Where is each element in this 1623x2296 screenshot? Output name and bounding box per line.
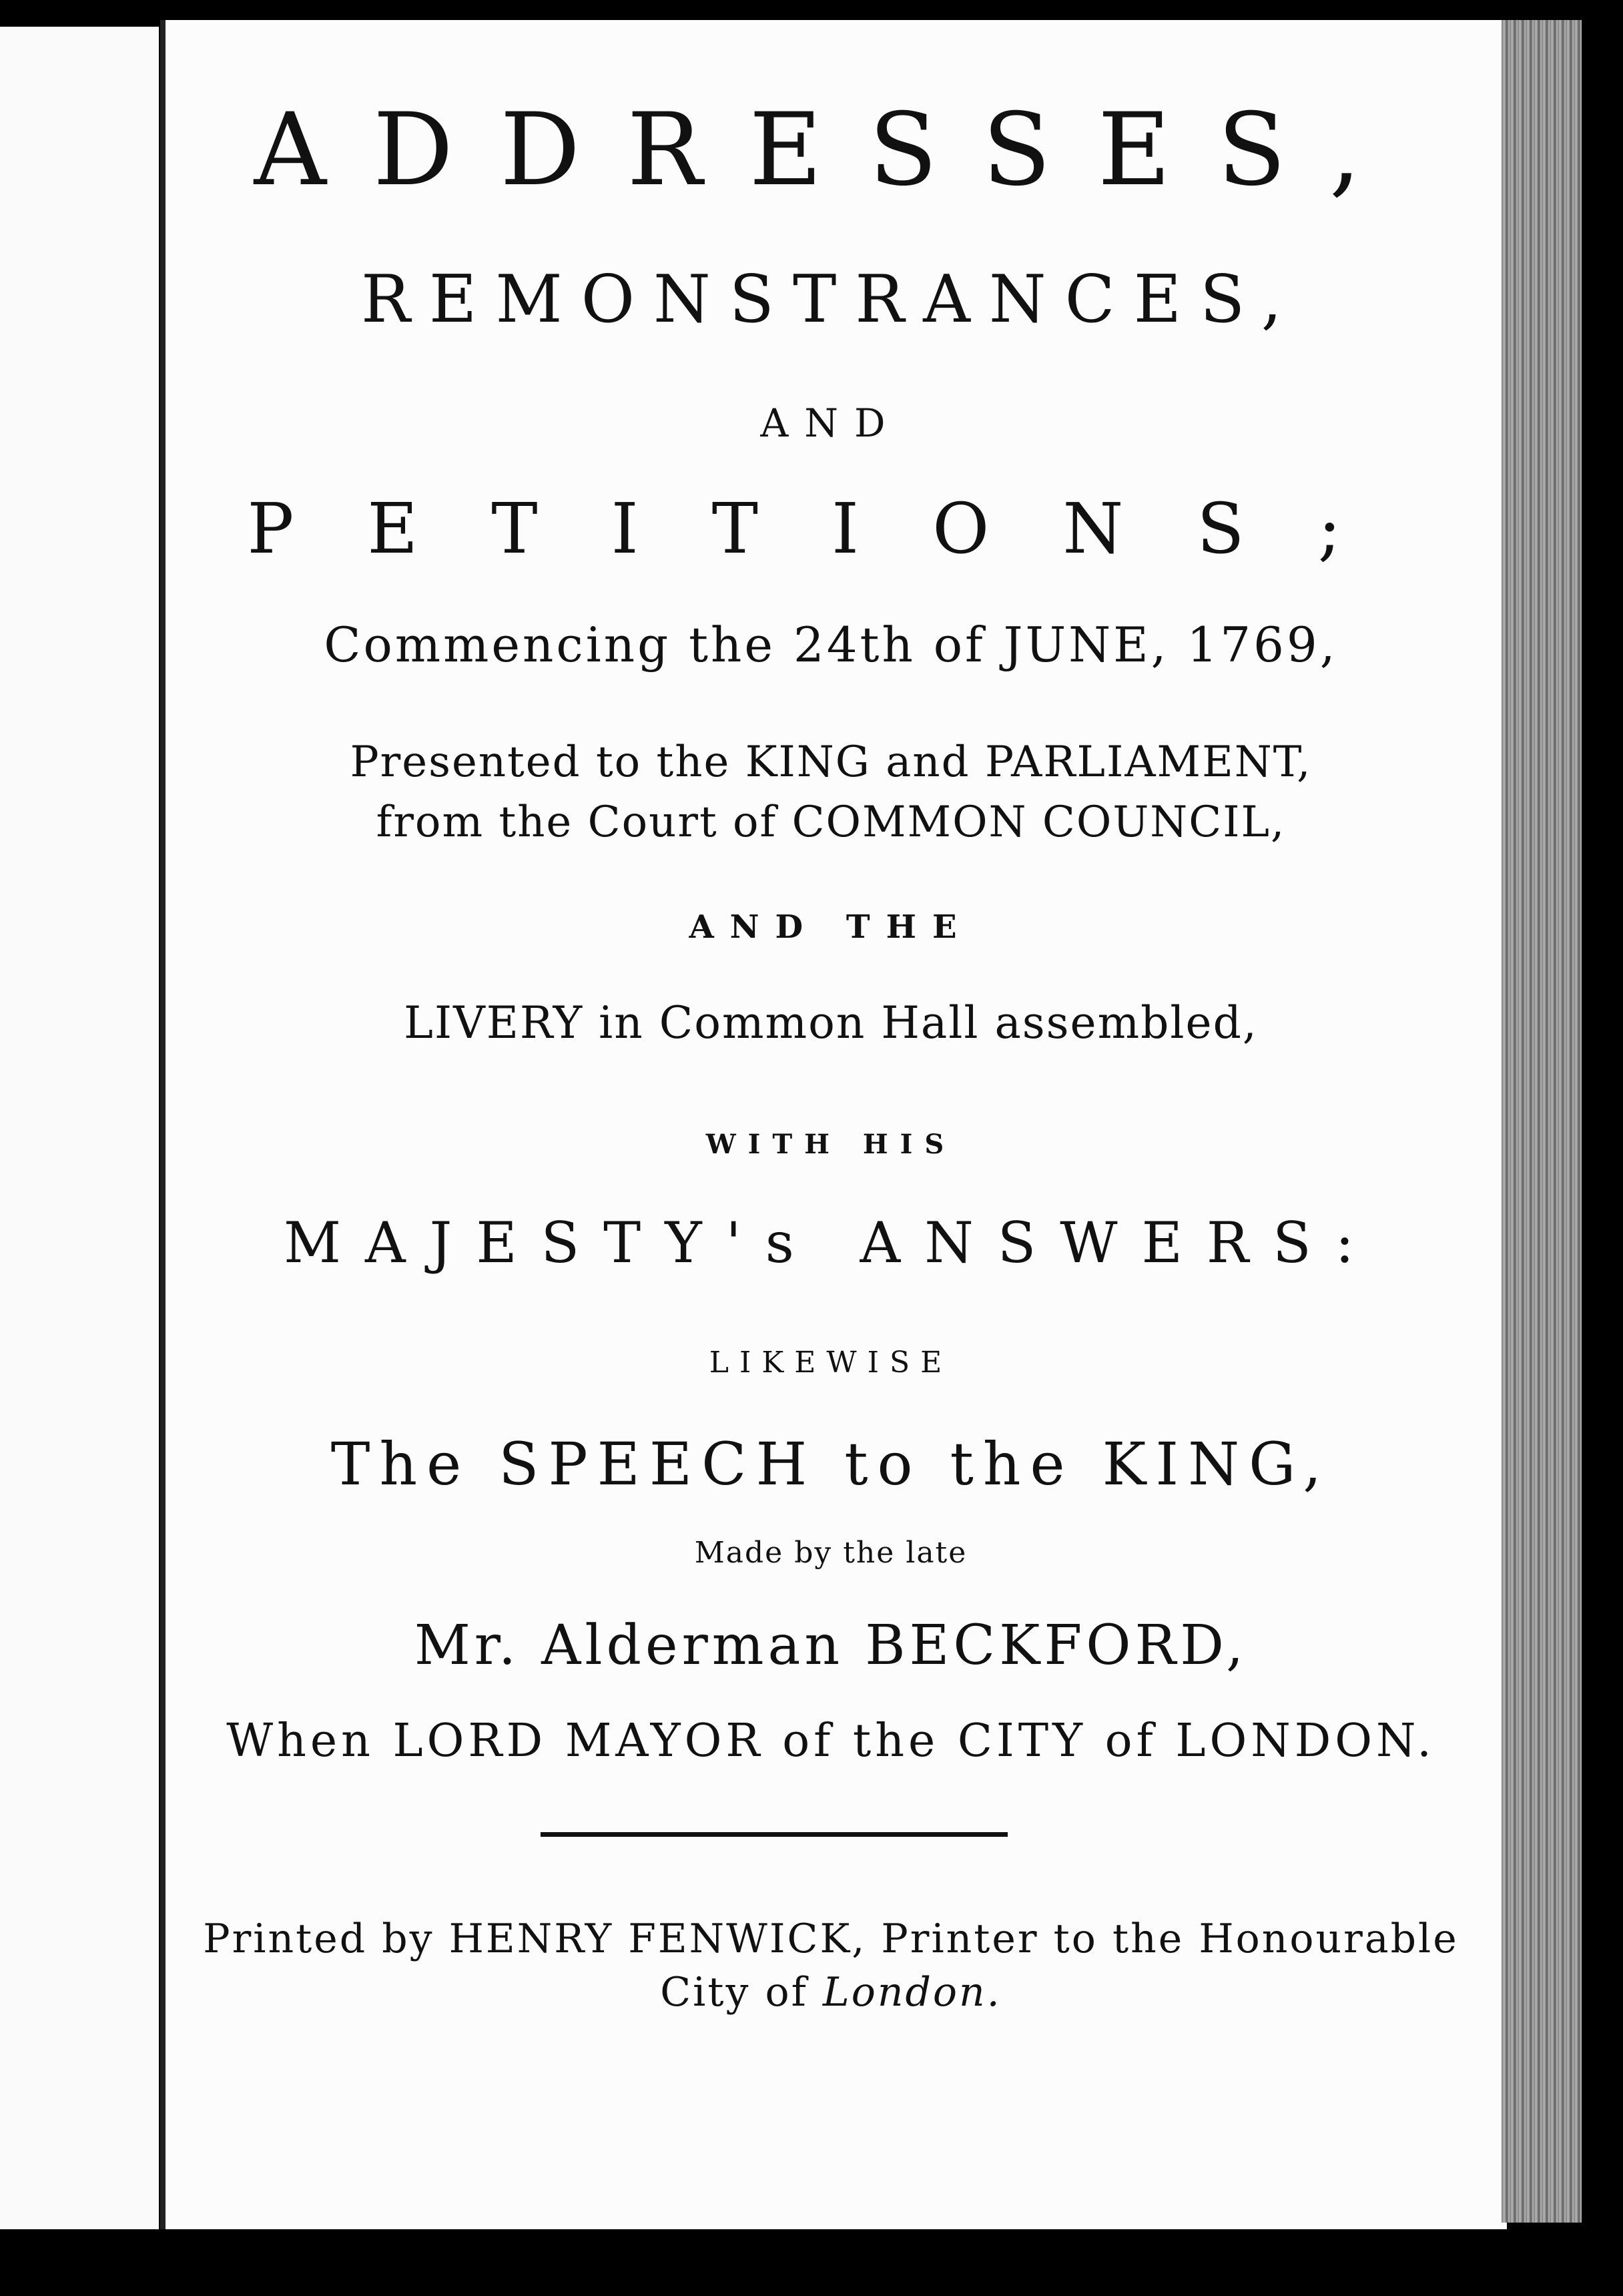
subtitle-commencing: Commencing the 24th of JUNE, 1769, bbox=[324, 617, 1338, 673]
subtitle-and-the: AND THE bbox=[689, 908, 973, 946]
subtitle-from-court: from the Court of COMMON COUNCIL, bbox=[376, 798, 1286, 847]
title-remonstrances: REMONSTRANCES, bbox=[361, 262, 1301, 338]
imprint-city-place: London. bbox=[822, 1969, 1002, 2016]
imprint-city-prefix: City of bbox=[660, 1969, 808, 2016]
subtitle-livery: LIVERY in Common Hall assembled, bbox=[404, 997, 1258, 1049]
book-page-edges bbox=[1502, 20, 1582, 2223]
subtitle-majesty-answers: MAJESTY's ANSWERS: bbox=[283, 1210, 1379, 1275]
title-page bbox=[160, 20, 1507, 2229]
facing-page-leaf bbox=[0, 27, 159, 2229]
subtitle-presented: Presented to the KING and PARLIAMENT, bbox=[350, 738, 1312, 787]
subtitle-with-his: WITH HIS bbox=[705, 1129, 956, 1160]
title-petitions: PETITIONS; bbox=[247, 488, 1415, 569]
imprint-city bbox=[160, 1969, 1502, 2016]
subtitle-speech: The SPEECH to the KING, bbox=[330, 1430, 1331, 1498]
title-and: AND bbox=[760, 400, 902, 446]
horizontal-rule bbox=[541, 1832, 1008, 1837]
subtitle-beckford: Mr. Alderman BECKFORD, bbox=[414, 1614, 1248, 1677]
subtitle-lord-mayor: When LORD MAYOR of the CITY of LONDON. bbox=[226, 1715, 1435, 1767]
subtitle-made-by: Made by the late bbox=[694, 1536, 968, 1570]
title-addresses: ADDRESSES, bbox=[254, 92, 1408, 208]
subtitle-likewise: LIKEWISE bbox=[709, 1346, 953, 1380]
imprint-printer: Printed by HENRY FENWICK, Printer to the Honourable bbox=[203, 1916, 1459, 1962]
